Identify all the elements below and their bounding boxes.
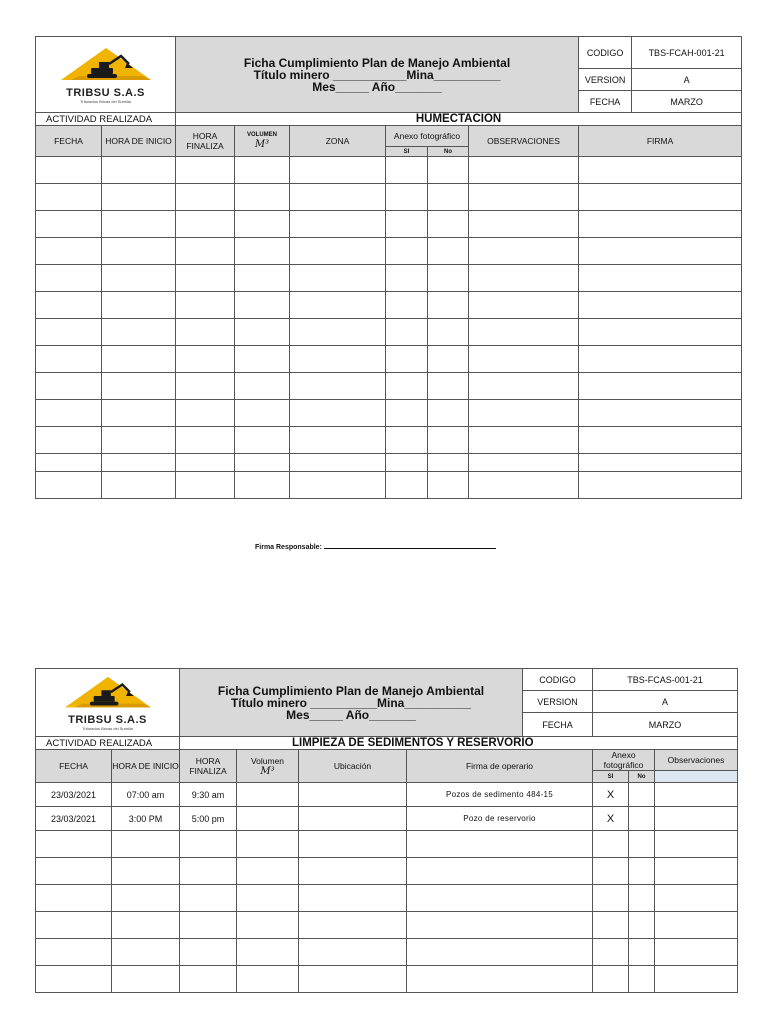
table-row (36, 472, 742, 499)
col-volumen (237, 750, 299, 783)
cell-firma[interactable] (579, 427, 742, 454)
excavator-logo-icon (51, 46, 161, 88)
table-row (36, 292, 742, 319)
cell-fecha[interactable] (36, 472, 102, 499)
col-anexo-no: No (629, 771, 655, 783)
cell-volumen[interactable] (235, 211, 290, 238)
cell-fecha[interactable] (36, 966, 112, 993)
col-firma: FIRMA (579, 126, 742, 157)
cell-hora-inicio[interactable] (112, 912, 180, 939)
cell-volumen[interactable] (235, 400, 290, 427)
cell-anexo-si[interactable] (593, 885, 629, 912)
cell-anexo-no[interactable] (428, 265, 469, 292)
cell-anexo-si[interactable] (593, 912, 629, 939)
cell-hora-finaliza[interactable] (176, 184, 235, 211)
form-title-line1: Ficha Cumplimiento Plan de Manejo Ambiental (243, 55, 511, 70)
cell-anexo-no[interactable] (428, 346, 469, 373)
cell-anexo-no[interactable] (629, 831, 655, 858)
cell-anexo-si[interactable] (386, 265, 428, 292)
cell-fecha[interactable] (36, 939, 112, 966)
codigo-label: CODIGO (579, 37, 632, 69)
cell-fecha[interactable] (36, 265, 102, 292)
cell-hora-finaliza[interactable]: 9:30 am (180, 783, 237, 807)
col-volumen-label: VOLUMEN (247, 132, 277, 138)
observaciones-subheader (655, 771, 738, 783)
cell-observaciones[interactable] (655, 912, 738, 939)
col-anexo-si: SI (386, 147, 428, 157)
cell-anexo-no[interactable] (428, 427, 469, 454)
cell-firma-operario[interactable] (407, 966, 593, 993)
cell-hora-inicio[interactable] (102, 472, 176, 499)
cell-volumen[interactable] (237, 858, 299, 885)
col-volumen (235, 126, 290, 157)
cell-hora-inicio[interactable] (102, 454, 176, 472)
cell-observaciones[interactable] (469, 346, 579, 373)
cell-fecha[interactable] (36, 211, 102, 238)
cell-hora-inicio[interactable] (102, 400, 176, 427)
cell-observaciones[interactable] (655, 807, 738, 831)
cell-hora-finaliza[interactable] (176, 400, 235, 427)
col-anexo: Anexo fotográfico (593, 750, 655, 771)
cell-zona[interactable] (290, 346, 386, 373)
form-title-line3: Mes_____ Año_______ (312, 79, 442, 94)
fecha-value: MARZO (632, 91, 742, 113)
col-anexo-no: No (428, 147, 469, 157)
cell-zona[interactable] (290, 454, 386, 472)
cell-observaciones[interactable] (469, 292, 579, 319)
cell-volumen[interactable] (237, 831, 299, 858)
company-tagline: Triturados Bricas del Sumilia (80, 98, 131, 104)
version-label: VERSION (579, 69, 632, 91)
table-row (36, 319, 742, 346)
col-volumen-label: Volumen (250, 755, 285, 766)
excavator-logo-icon (53, 675, 163, 715)
cell-volumen[interactable] (235, 427, 290, 454)
cell-hora-inicio[interactable] (112, 885, 180, 912)
cell-volumen[interactable] (237, 783, 299, 807)
cell-zona[interactable] (290, 319, 386, 346)
cell-volumen[interactable] (235, 319, 290, 346)
cell-anexo-si[interactable] (593, 858, 629, 885)
company-logo (36, 37, 176, 113)
table-row (36, 912, 738, 939)
cell-firma[interactable] (579, 319, 742, 346)
form-title (176, 37, 579, 113)
col-hora-inicio: HORA DE INICIO (102, 126, 176, 157)
col-observaciones: OBSERVACIONES (469, 126, 579, 157)
cell-anexo-si[interactable]: X (593, 807, 629, 831)
table-row (36, 346, 742, 373)
col-fecha: FECHA (36, 126, 102, 157)
cell-anexo-si[interactable] (593, 831, 629, 858)
company-logo (36, 669, 180, 737)
humectacion-form (35, 36, 742, 499)
cell-ubicacion[interactable] (299, 912, 407, 939)
col-anexo-si: SI (593, 771, 629, 783)
cell-volumen[interactable] (235, 346, 290, 373)
cell-anexo-si[interactable] (386, 157, 428, 184)
cell-firma[interactable] (579, 454, 742, 472)
cell-firma-operario[interactable] (407, 939, 593, 966)
cell-anexo-si[interactable]: X (593, 783, 629, 807)
cell-firma-operario[interactable] (407, 912, 593, 939)
cell-anexo-no[interactable] (428, 157, 469, 184)
cell-zona[interactable] (290, 265, 386, 292)
cell-fecha[interactable] (36, 373, 102, 400)
cell-observaciones[interactable] (469, 157, 579, 184)
cell-observaciones[interactable] (469, 211, 579, 238)
cell-hora-finaliza[interactable] (176, 292, 235, 319)
cell-anexo-si[interactable] (386, 454, 428, 472)
fecha-label: FECHA (523, 713, 593, 737)
cell-zona[interactable] (290, 211, 386, 238)
cell-observaciones[interactable] (469, 238, 579, 265)
form-title-line2: Título minero __________Mina__________ (230, 695, 472, 710)
cell-observaciones[interactable] (655, 783, 738, 807)
cell-hora-finaliza[interactable] (180, 831, 237, 858)
company-tagline: Triturados Bricas del Sumilia (82, 725, 133, 731)
col-zona: ZONA (290, 126, 386, 157)
codigo-label: CODIGO (523, 669, 593, 691)
col-hora-finaliza: HORA FINALIZA (180, 750, 237, 783)
cell-hora-inicio[interactable] (112, 939, 180, 966)
cell-anexo-si[interactable] (386, 346, 428, 373)
cell-anexo-si[interactable] (386, 319, 428, 346)
cell-anexo-no[interactable] (428, 238, 469, 265)
cell-fecha[interactable] (36, 427, 102, 454)
cell-volumen[interactable] (237, 939, 299, 966)
cell-anexo-si[interactable] (386, 472, 428, 499)
limpieza-form (35, 668, 738, 993)
cell-zona[interactable] (290, 292, 386, 319)
col-volumen-unit: M³ (254, 139, 270, 150)
table-row (36, 807, 738, 831)
cell-hora-finaliza[interactable] (176, 472, 235, 499)
table-row (36, 157, 742, 184)
cell-zona[interactable] (290, 400, 386, 427)
cell-anexo-no[interactable] (629, 966, 655, 993)
form-title-line1: Ficha Cumplimiento Plan de Manejo Ambiental (217, 683, 485, 698)
table-row (36, 265, 742, 292)
cell-zona[interactable] (290, 427, 386, 454)
firma-responsable-line[interactable] (324, 542, 496, 549)
cell-hora-finaliza[interactable] (180, 885, 237, 912)
cell-observaciones[interactable] (469, 184, 579, 211)
cell-volumen[interactable] (237, 966, 299, 993)
cell-observaciones[interactable] (469, 373, 579, 400)
cell-anexo-si[interactable] (386, 292, 428, 319)
cell-volumen[interactable] (235, 373, 290, 400)
cell-observaciones[interactable] (655, 858, 738, 885)
cell-firma[interactable] (579, 184, 742, 211)
cell-anexo-no[interactable] (629, 885, 655, 912)
cell-ubicacion[interactable] (299, 858, 407, 885)
cell-hora-inicio[interactable] (102, 319, 176, 346)
cell-ubicacion[interactable] (299, 885, 407, 912)
cell-volumen[interactable] (235, 292, 290, 319)
version-value: A (593, 691, 738, 713)
cell-observaciones[interactable] (469, 319, 579, 346)
cell-zona[interactable] (290, 184, 386, 211)
table-row (36, 238, 742, 265)
cell-firma-operario[interactable] (407, 831, 593, 858)
actividad-label: ACTIVIDAD REALIZADA (36, 737, 180, 750)
cell-firma[interactable] (579, 400, 742, 427)
cell-ubicacion[interactable] (299, 783, 407, 807)
cell-hora-inicio[interactable] (102, 373, 176, 400)
cell-anexo-si[interactable] (386, 373, 428, 400)
cell-volumen[interactable] (235, 157, 290, 184)
cell-anexo-si[interactable] (386, 211, 428, 238)
cell-anexo-si[interactable] (386, 184, 428, 211)
cell-anexo-si[interactable] (386, 427, 428, 454)
company-name: TRIBSU S.A.S (68, 713, 147, 726)
cell-volumen[interactable] (237, 807, 299, 831)
cell-fecha[interactable] (36, 157, 102, 184)
cell-anexo-no[interactable] (428, 454, 469, 472)
cell-hora-inicio[interactable] (102, 184, 176, 211)
cell-fecha[interactable] (36, 319, 102, 346)
cell-firma-operario[interactable] (407, 858, 593, 885)
table-row (36, 373, 742, 400)
cell-anexo-si[interactable] (386, 400, 428, 427)
version-label: VERSION (523, 691, 593, 713)
table-row (36, 831, 738, 858)
cell-observaciones[interactable] (469, 454, 579, 472)
table-row (36, 454, 742, 472)
cell-hora-finaliza[interactable] (180, 912, 237, 939)
cell-zona[interactable] (290, 157, 386, 184)
codigo-value: TBS-FCAS-001-21 (593, 669, 738, 691)
codigo-value: TBS-FCAH-001-21 (632, 37, 742, 69)
cell-firma[interactable] (579, 211, 742, 238)
cell-anexo-si[interactable] (386, 238, 428, 265)
cell-zona[interactable] (290, 373, 386, 400)
firma-responsable (255, 542, 496, 551)
cell-hora-inicio[interactable]: 3:00 PM (112, 807, 180, 831)
cell-zona[interactable] (290, 472, 386, 499)
cell-firma-operario[interactable] (407, 885, 593, 912)
col-firma-operario: Firma de operario (407, 750, 593, 783)
cell-fecha[interactable] (36, 912, 112, 939)
cell-anexo-no[interactable] (629, 807, 655, 831)
table-row (36, 885, 738, 912)
cell-hora-finaliza[interactable] (176, 238, 235, 265)
cell-fecha[interactable]: 23/03/2021 (36, 807, 112, 831)
cell-anexo-no[interactable] (428, 400, 469, 427)
cell-anexo-no[interactable] (428, 292, 469, 319)
cell-fecha[interactable] (36, 858, 112, 885)
cell-volumen[interactable] (235, 454, 290, 472)
col-anexo: Anexo fotográfico (386, 126, 469, 147)
cell-observaciones[interactable] (469, 427, 579, 454)
cell-firma[interactable] (579, 472, 742, 499)
cell-hora-finaliza[interactable] (180, 939, 237, 966)
table-row (36, 427, 742, 454)
col-observaciones: Observaciones (655, 750, 738, 771)
table-row (36, 400, 742, 427)
cell-firma[interactable] (579, 346, 742, 373)
cell-fecha[interactable]: 23/03/2021 (36, 783, 112, 807)
cell-observaciones[interactable] (655, 885, 738, 912)
cell-anexo-no[interactable] (629, 912, 655, 939)
cell-anexo-no[interactable] (428, 319, 469, 346)
cell-fecha[interactable] (36, 885, 112, 912)
cell-anexo-no[interactable] (629, 939, 655, 966)
cell-observaciones[interactable] (655, 939, 738, 966)
cell-hora-finaliza[interactable] (176, 427, 235, 454)
cell-volumen[interactable] (235, 238, 290, 265)
form-title-line2: Título minero ___________Mina__________ (253, 67, 501, 82)
table-row (36, 783, 738, 807)
cell-hora-inicio[interactable] (102, 427, 176, 454)
cell-hora-finaliza[interactable] (176, 454, 235, 472)
table-row (36, 858, 738, 885)
fecha-label: FECHA (579, 91, 632, 113)
cell-hora-finaliza[interactable] (180, 858, 237, 885)
humectacion-rows (36, 157, 742, 499)
cell-hora-inicio[interactable] (112, 858, 180, 885)
cell-hora-inicio[interactable] (102, 265, 176, 292)
cell-ubicacion[interactable] (299, 831, 407, 858)
cell-anexo-no[interactable] (428, 472, 469, 499)
cell-fecha[interactable] (36, 831, 112, 858)
col-hora-finaliza: HORA FINALIZA (176, 126, 235, 157)
cell-anexo-no[interactable] (428, 211, 469, 238)
cell-hora-finaliza[interactable] (176, 265, 235, 292)
cell-firma-operario[interactable]: Pozo de reservorio (407, 807, 593, 831)
cell-firma[interactable] (579, 373, 742, 400)
col-fecha: FECHA (36, 750, 112, 783)
cell-observaciones[interactable] (655, 831, 738, 858)
cell-hora-finaliza[interactable] (180, 966, 237, 993)
cell-anexo-si[interactable] (593, 966, 629, 993)
cell-volumen[interactable] (235, 265, 290, 292)
cell-fecha[interactable] (36, 184, 102, 211)
cell-observaciones[interactable] (655, 966, 738, 993)
cell-fecha[interactable] (36, 292, 102, 319)
company-name: TRIBSU S.A.S (66, 86, 145, 99)
actividad-value: HUMECTACION (176, 113, 742, 126)
cell-hora-finaliza[interactable] (176, 373, 235, 400)
table-row (36, 184, 742, 211)
cell-hora-inicio[interactable] (102, 346, 176, 373)
cell-hora-inicio[interactable] (112, 966, 180, 993)
form-title (180, 669, 523, 737)
table-row (36, 966, 738, 993)
cell-hora-finaliza[interactable] (176, 319, 235, 346)
table-row (36, 939, 738, 966)
cell-volumen[interactable] (235, 184, 290, 211)
cell-anexo-no[interactable] (428, 184, 469, 211)
cell-firma[interactable] (579, 157, 742, 184)
table-row (36, 211, 742, 238)
col-hora-inicio: HORA DE INICIO (112, 750, 180, 783)
cell-volumen[interactable] (237, 885, 299, 912)
version-value: A (632, 69, 742, 91)
cell-hora-finaliza[interactable] (176, 346, 235, 373)
cell-zona[interactable] (290, 238, 386, 265)
cell-hora-finaliza[interactable]: 5:00 pm (180, 807, 237, 831)
cell-ubicacion[interactable] (299, 966, 407, 993)
cell-hora-inicio[interactable] (102, 211, 176, 238)
fecha-value: MARZO (593, 713, 738, 737)
cell-firma[interactable] (579, 238, 742, 265)
cell-fecha[interactable] (36, 454, 102, 472)
cell-hora-inicio[interactable] (102, 292, 176, 319)
col-volumen-unit: M³ (260, 765, 275, 777)
limpieza-rows (36, 783, 738, 993)
cell-ubicacion[interactable] (299, 807, 407, 831)
cell-firma-operario[interactable]: Pozos de sedimento 484-15 (407, 783, 593, 807)
cell-anexo-no[interactable] (629, 783, 655, 807)
cell-fecha[interactable] (36, 238, 102, 265)
cell-observaciones[interactable] (469, 265, 579, 292)
cell-observaciones[interactable] (469, 400, 579, 427)
cell-observaciones[interactable] (469, 472, 579, 499)
cell-hora-inicio[interactable] (112, 831, 180, 858)
cell-volumen[interactable] (235, 472, 290, 499)
actividad-label: ACTIVIDAD REALIZADA (36, 113, 176, 126)
cell-hora-inicio[interactable] (102, 238, 176, 265)
cell-fecha[interactable] (36, 400, 102, 427)
cell-firma[interactable] (579, 265, 742, 292)
cell-hora-finaliza[interactable] (176, 157, 235, 184)
cell-anexo-no[interactable] (629, 858, 655, 885)
cell-anexo-no[interactable] (428, 373, 469, 400)
cell-ubicacion[interactable] (299, 939, 407, 966)
form-title-line3: Mes_____ Año_______ (286, 707, 416, 722)
cell-volumen[interactable] (237, 912, 299, 939)
cell-hora-finaliza[interactable] (176, 211, 235, 238)
cell-firma[interactable] (579, 292, 742, 319)
actividad-value: LIMPIEZA DE SEDIMENTOS Y RESERVORIO (180, 737, 738, 750)
cell-anexo-si[interactable] (593, 939, 629, 966)
cell-hora-inicio[interactable] (102, 157, 176, 184)
cell-hora-inicio[interactable]: 07:00 am (112, 783, 180, 807)
cell-fecha[interactable] (36, 346, 102, 373)
col-ubicacion: Ubicación (299, 750, 407, 783)
firma-responsable-label: Firma Responsable: (255, 544, 322, 551)
